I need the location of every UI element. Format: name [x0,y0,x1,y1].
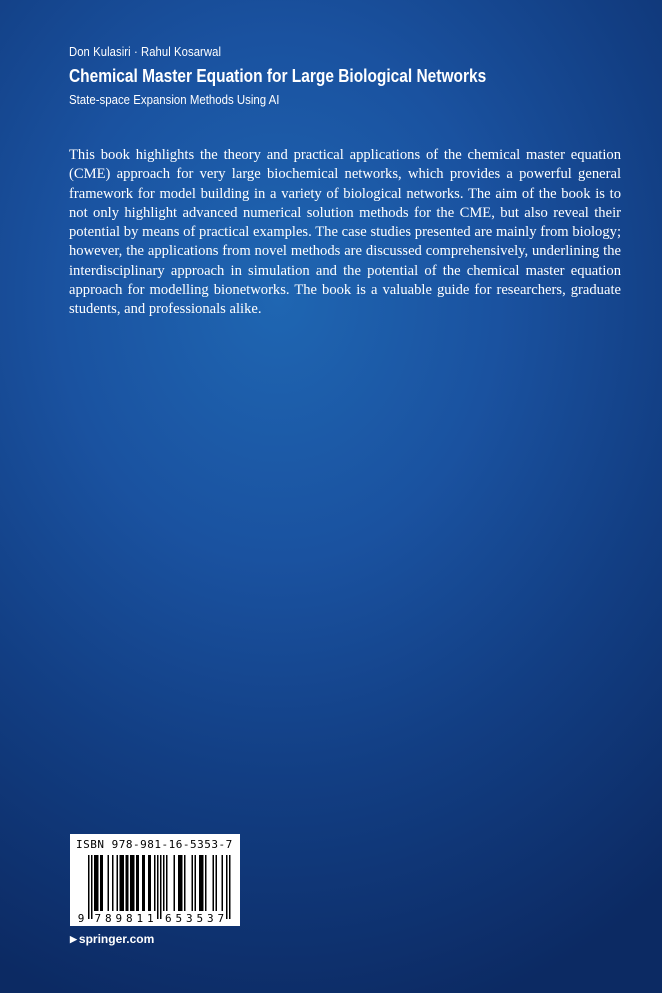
barcode-digit: 9 [77,912,85,923]
barcode-bar [202,855,204,911]
barcode-bar [178,855,180,911]
barcode-digit: 5 [196,912,204,923]
barcode-digit: 3 [206,912,214,923]
barcode-bar [184,855,186,911]
barcode-bar [163,855,165,911]
authors: Don Kulasiri · Rahul Kosarwal [69,45,222,59]
barcode-bar [120,855,122,911]
book-description: This book highlights the theory and practical applications of the chemical master equation (CME) approach for very large biochemical networks, which provides a powerful general framework for model building in a variety of biological networks. The aim of the book is to not only highlight advanced numerical solution methods for the CME, but also reveal their potential by means of practical examples. The case studies presented are mainly from biology; however, the applications from novel methods are discussed comprehensively, underlining the interdisciplinary approach in simulation and the potential of the chemical master equation approach for modelling bionetworks. The book is a valuable guide for researchers, graduate students, and professionals alike. [69,147,621,318]
barcode-bar [144,855,146,911]
barcode-bar [201,855,203,911]
barcode-bar [123,855,125,911]
barcode-bar [154,855,156,911]
barcode-bar [142,855,144,911]
barcode-bar [130,855,132,911]
publisher-link-text: springer.com [78,932,155,946]
barcode-digit: 7 [217,912,225,923]
barcode-bar [226,855,228,919]
publisher-link[interactable] [70,931,154,947]
barcode-bar [166,855,168,911]
isbn-label: ISBN 978-981-16-5353-7 [76,838,233,851]
barcode-digit: 9 [115,912,123,923]
barcode-bar [148,855,150,911]
barcode-bar [150,855,152,911]
barcode-bar [133,855,135,911]
book-subtitle: State-space Expansion Methods Using AI [69,92,280,107]
barcode-bar [160,855,162,919]
barcode-digit: 7 [94,912,102,923]
barcode-digit: 5 [175,912,183,923]
barcode-bar [112,855,114,911]
isbn-barcode-block [70,834,240,926]
barcode-bar [94,855,96,911]
barcode-bar [192,855,194,911]
barcode-bar [195,855,197,911]
barcode-bar [121,855,123,911]
barcode-bar [97,855,99,911]
barcode-digit: 8 [125,912,133,923]
triangle-right-icon: ▶ [70,934,77,944]
barcode-bar [138,855,140,911]
book-title: Chemical Master Equation for Large Biological Networks [69,66,487,86]
barcode-bar [127,855,129,911]
barcode [76,855,234,923]
barcode-bar [199,855,201,911]
barcode-bar [96,855,98,911]
barcode-bar [100,855,102,911]
barcode-bar [117,855,119,911]
barcode-bar [88,855,90,919]
barcode-bar [222,855,224,911]
barcode-digit: 3 [185,912,193,923]
barcode-bar [132,855,134,911]
barcode-digit: 1 [146,912,154,923]
barcode-bar [216,855,218,911]
barcode-bar [136,855,138,911]
barcode-bar [205,855,207,911]
barcode-digit: 1 [136,912,144,923]
barcode-bar [91,855,93,919]
cover-header [69,44,629,109]
barcode-bar [229,855,231,919]
barcode-bar [108,855,110,911]
barcode-bar [174,855,176,911]
barcode-digit: 6 [164,912,172,923]
barcode-bar [213,855,215,911]
barcode-bar [102,855,104,911]
barcode-bar [126,855,128,911]
barcode-bar [157,855,159,919]
barcode-bar [180,855,182,911]
barcode-digit: 8 [104,912,112,923]
barcode-bar [181,855,183,911]
